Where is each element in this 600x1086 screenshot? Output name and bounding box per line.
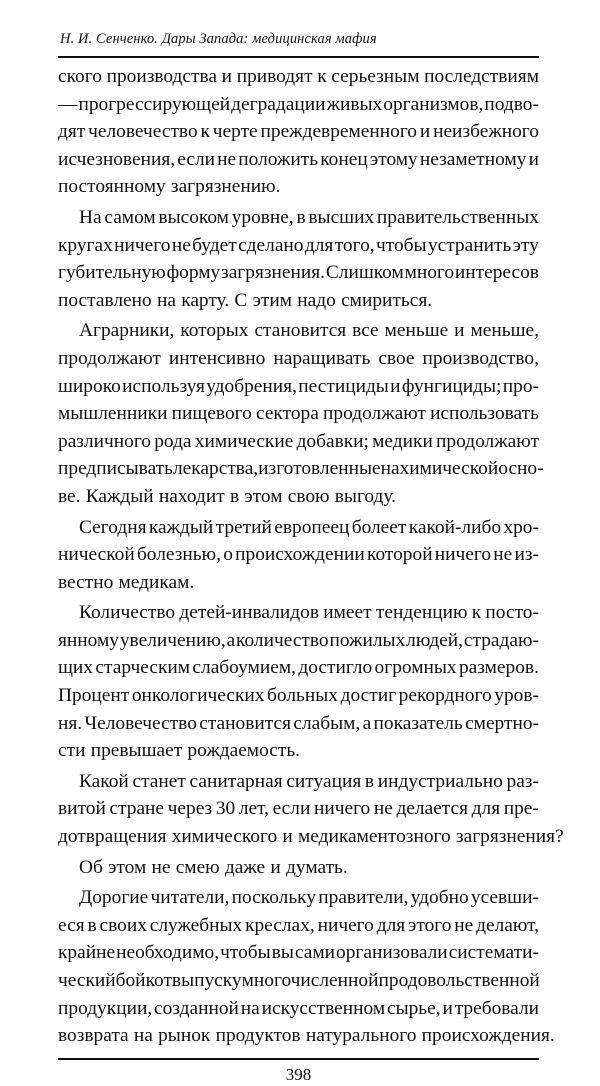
paragraph: [58, 63, 539, 201]
text-line: ского производства и приводят к серьезным последствиям: [58, 66, 539, 87]
paragraph: [58, 599, 539, 765]
paragraph: [58, 884, 555, 1050]
text-line: сти превышает рождаемость.: [58, 740, 301, 762]
text-line: постоянному загрязнению.: [58, 176, 281, 198]
text-line: крайне необходимо, чтобы вы сами организовали системати-: [58, 942, 539, 964]
text-line: продолжают интенсивно наращивать свое производство,: [58, 347, 539, 369]
text-line: еся в своих служебных креслах, ничего для этого не делают,: [58, 914, 539, 936]
text-line: витой стране через 30 лет, если ничего не делается для пре-: [58, 798, 539, 820]
text-line: янному увеличению, а количество пожилых людей, страдаю-: [58, 629, 539, 651]
text-line: мышленники пищевого сектора продолжают использовать: [58, 403, 539, 425]
text-line: вестно медикам.: [58, 571, 195, 593]
book-page: [58, 30, 564, 1086]
text-line: губительную форму загрязнения. Слишком много интересов: [58, 262, 539, 284]
text-line: дотвращения химического и медикаментозного загрязнения?: [58, 826, 564, 848]
paragraph: [58, 317, 544, 510]
text-line: Об этом не смею даже и думать.: [79, 856, 348, 878]
text-line: щих старческим слабоумием, достигло огромных размеров.: [58, 657, 539, 679]
page-number: 398: [285, 1064, 312, 1084]
paragraph: [58, 768, 564, 851]
text-line: предписывать лекарства, изготовленные на химической осно-: [58, 458, 544, 480]
text-line: возврата на рынок продуктов натурального происхождения.: [58, 1025, 555, 1047]
text-line: нической болезнью, о происхождении которой ничего не из-: [58, 544, 539, 566]
text-line: Количество детей-инвалидов имеет тенденцию к посто-: [79, 602, 539, 624]
body-text: [58, 63, 564, 1050]
text-line: Процент онкологических больных достиг рекордного уров-: [58, 685, 539, 707]
paragraph: [58, 204, 539, 314]
header-rule: [58, 56, 539, 58]
text-line: Аграрники, которых становится все меньше и меньше,: [79, 320, 539, 342]
text-line: дят человечество к черте преждевременного и неизбежного: [58, 121, 539, 143]
text-line: ня. Человечество становится слабым, а показатель смертно-: [58, 712, 539, 734]
paragraph: [58, 514, 539, 597]
running-head: Н. И. Сенченко. Дары Запада: медицинская мафия: [60, 31, 377, 47]
text-line: На самом высоком уровне, в высших правительственных: [79, 206, 539, 228]
text-line: широко используя удобрения, пестициды и фунгициды; про-: [58, 375, 539, 397]
text-line: Дорогие читатели, поскольку правители, удобно усевши-: [79, 887, 539, 909]
text-line: поставлено на карту. С этим надо смириться.: [58, 289, 433, 311]
text-line: Сегодня каждый третий европеец болеет какой-либо хро-: [79, 516, 539, 538]
paragraph: [58, 854, 539, 882]
footer-rule: [58, 1058, 539, 1060]
text-line: исчезновения, если не положить конец этому незаметному и: [58, 148, 539, 170]
text-line: различного рода химические добавки; медики продолжают: [58, 430, 539, 452]
text-line: кругах ничего не будет сделано для того, чтобы устранить эту: [58, 234, 539, 256]
text-line: — прогрессирующей деградации живых организмов, подво-: [58, 93, 539, 115]
text-line: ческий бойкот выпуску многочисленной продовольственной: [58, 970, 540, 991]
text-line: Какой станет санитарная ситуация в индустриально раз-: [79, 770, 539, 792]
text-line: ве. Каждый находит в этом свою выгоду.: [58, 485, 397, 507]
text-line: продукции, созданной на искусственном сырье, и требовали: [58, 997, 539, 1019]
